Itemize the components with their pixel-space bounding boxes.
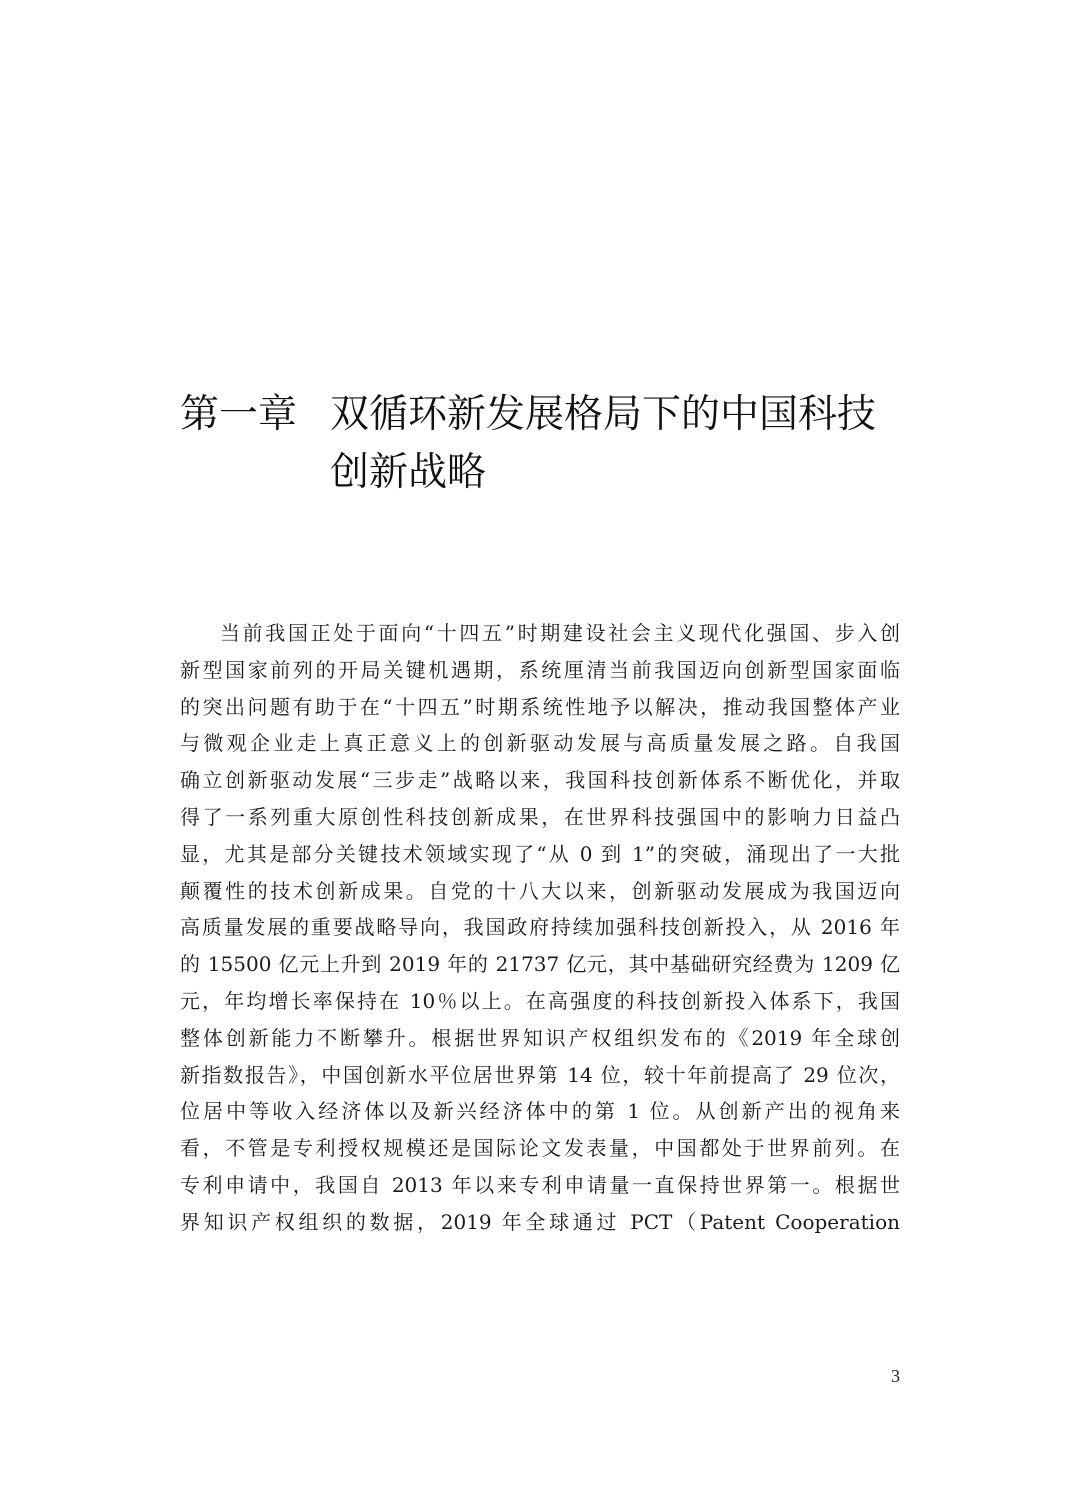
body-line: 看，不管是专利授权规模还是国际论文发表量，中国都处于世界前列。在 xyxy=(180,1136,900,1161)
body-line: 新型国家前列的开局关键机遇期，系统厘清当前我国迈向创新型国家面临 xyxy=(180,657,900,682)
body-line: 新指数报告》，中国创新水平位居世界第 14 位，较十年前提高了 29 位次， xyxy=(180,1062,900,1087)
body-line: 的突出问题有助于在“十四五”时期系统性地予以解决，推动我国整体产业 xyxy=(180,694,900,719)
chapter-title-line-2 xyxy=(180,444,940,502)
body-line: 位居中等收入经济体以及新兴经济体中的第 1 位。从创新产出的视角来 xyxy=(180,1099,900,1124)
body-line: 界知识产权组织的数据，2019 年全球通过 PCT（Patent Cooperation xyxy=(180,1209,900,1234)
chapter-title xyxy=(180,386,940,502)
body-line: 与微观企业走上真正意义上的创新驱动发展与高质量发展之路。自我国 xyxy=(180,731,900,756)
body-line: 得了一系列重大原创性科技创新成果，在世界科技强国中的影响力日益凸 xyxy=(180,804,900,829)
body-line: 高质量发展的重要战略导向，我国政府持续加强科技创新投入，从 2016 年 xyxy=(180,915,900,940)
body-line: 专利申请中，我国自 2013 年以来专利申请量一直保持世界第一。根据世 xyxy=(180,1172,900,1197)
chapter-title-text-1: 双循环新发展格局下的中国科技 xyxy=(330,392,877,437)
body-line: 当前我国正处于面向“十四五”时期建设社会主义现代化强国、步入创 xyxy=(220,621,900,645)
page-number: 3 xyxy=(891,1366,900,1386)
body-line: 的 15500 亿元上升到 2019 年的 21737 亿元，其中基础研究经费为 1209 亿 xyxy=(180,952,900,977)
chapter-label: 第一章 xyxy=(180,392,298,437)
body-line: 显，尤其是部分关键技术领域实现了“从 0 到 1”的突破，涌现出了一大批 xyxy=(180,841,900,866)
chapter-title-text-2: 创新战略 xyxy=(330,450,487,495)
body-line: 确立创新驱动发展“三步走”战略以来，我国科技创新体系不断优化，并取 xyxy=(180,768,900,793)
chapter-title-line-1 xyxy=(180,386,940,444)
body-line: 整体创新能力不断攀升。根据世界知识产权组织发布的《2019 年全球创 xyxy=(180,1025,900,1050)
body-line: 元，年均增长率保持在 10％以上。在高强度的科技创新投入体系下，我国 xyxy=(180,988,900,1013)
body-line: 颠覆性的技术创新成果。自党的十八大以来，创新驱动发展成为我国迈向 xyxy=(180,878,900,903)
body-paragraph xyxy=(180,615,900,1241)
